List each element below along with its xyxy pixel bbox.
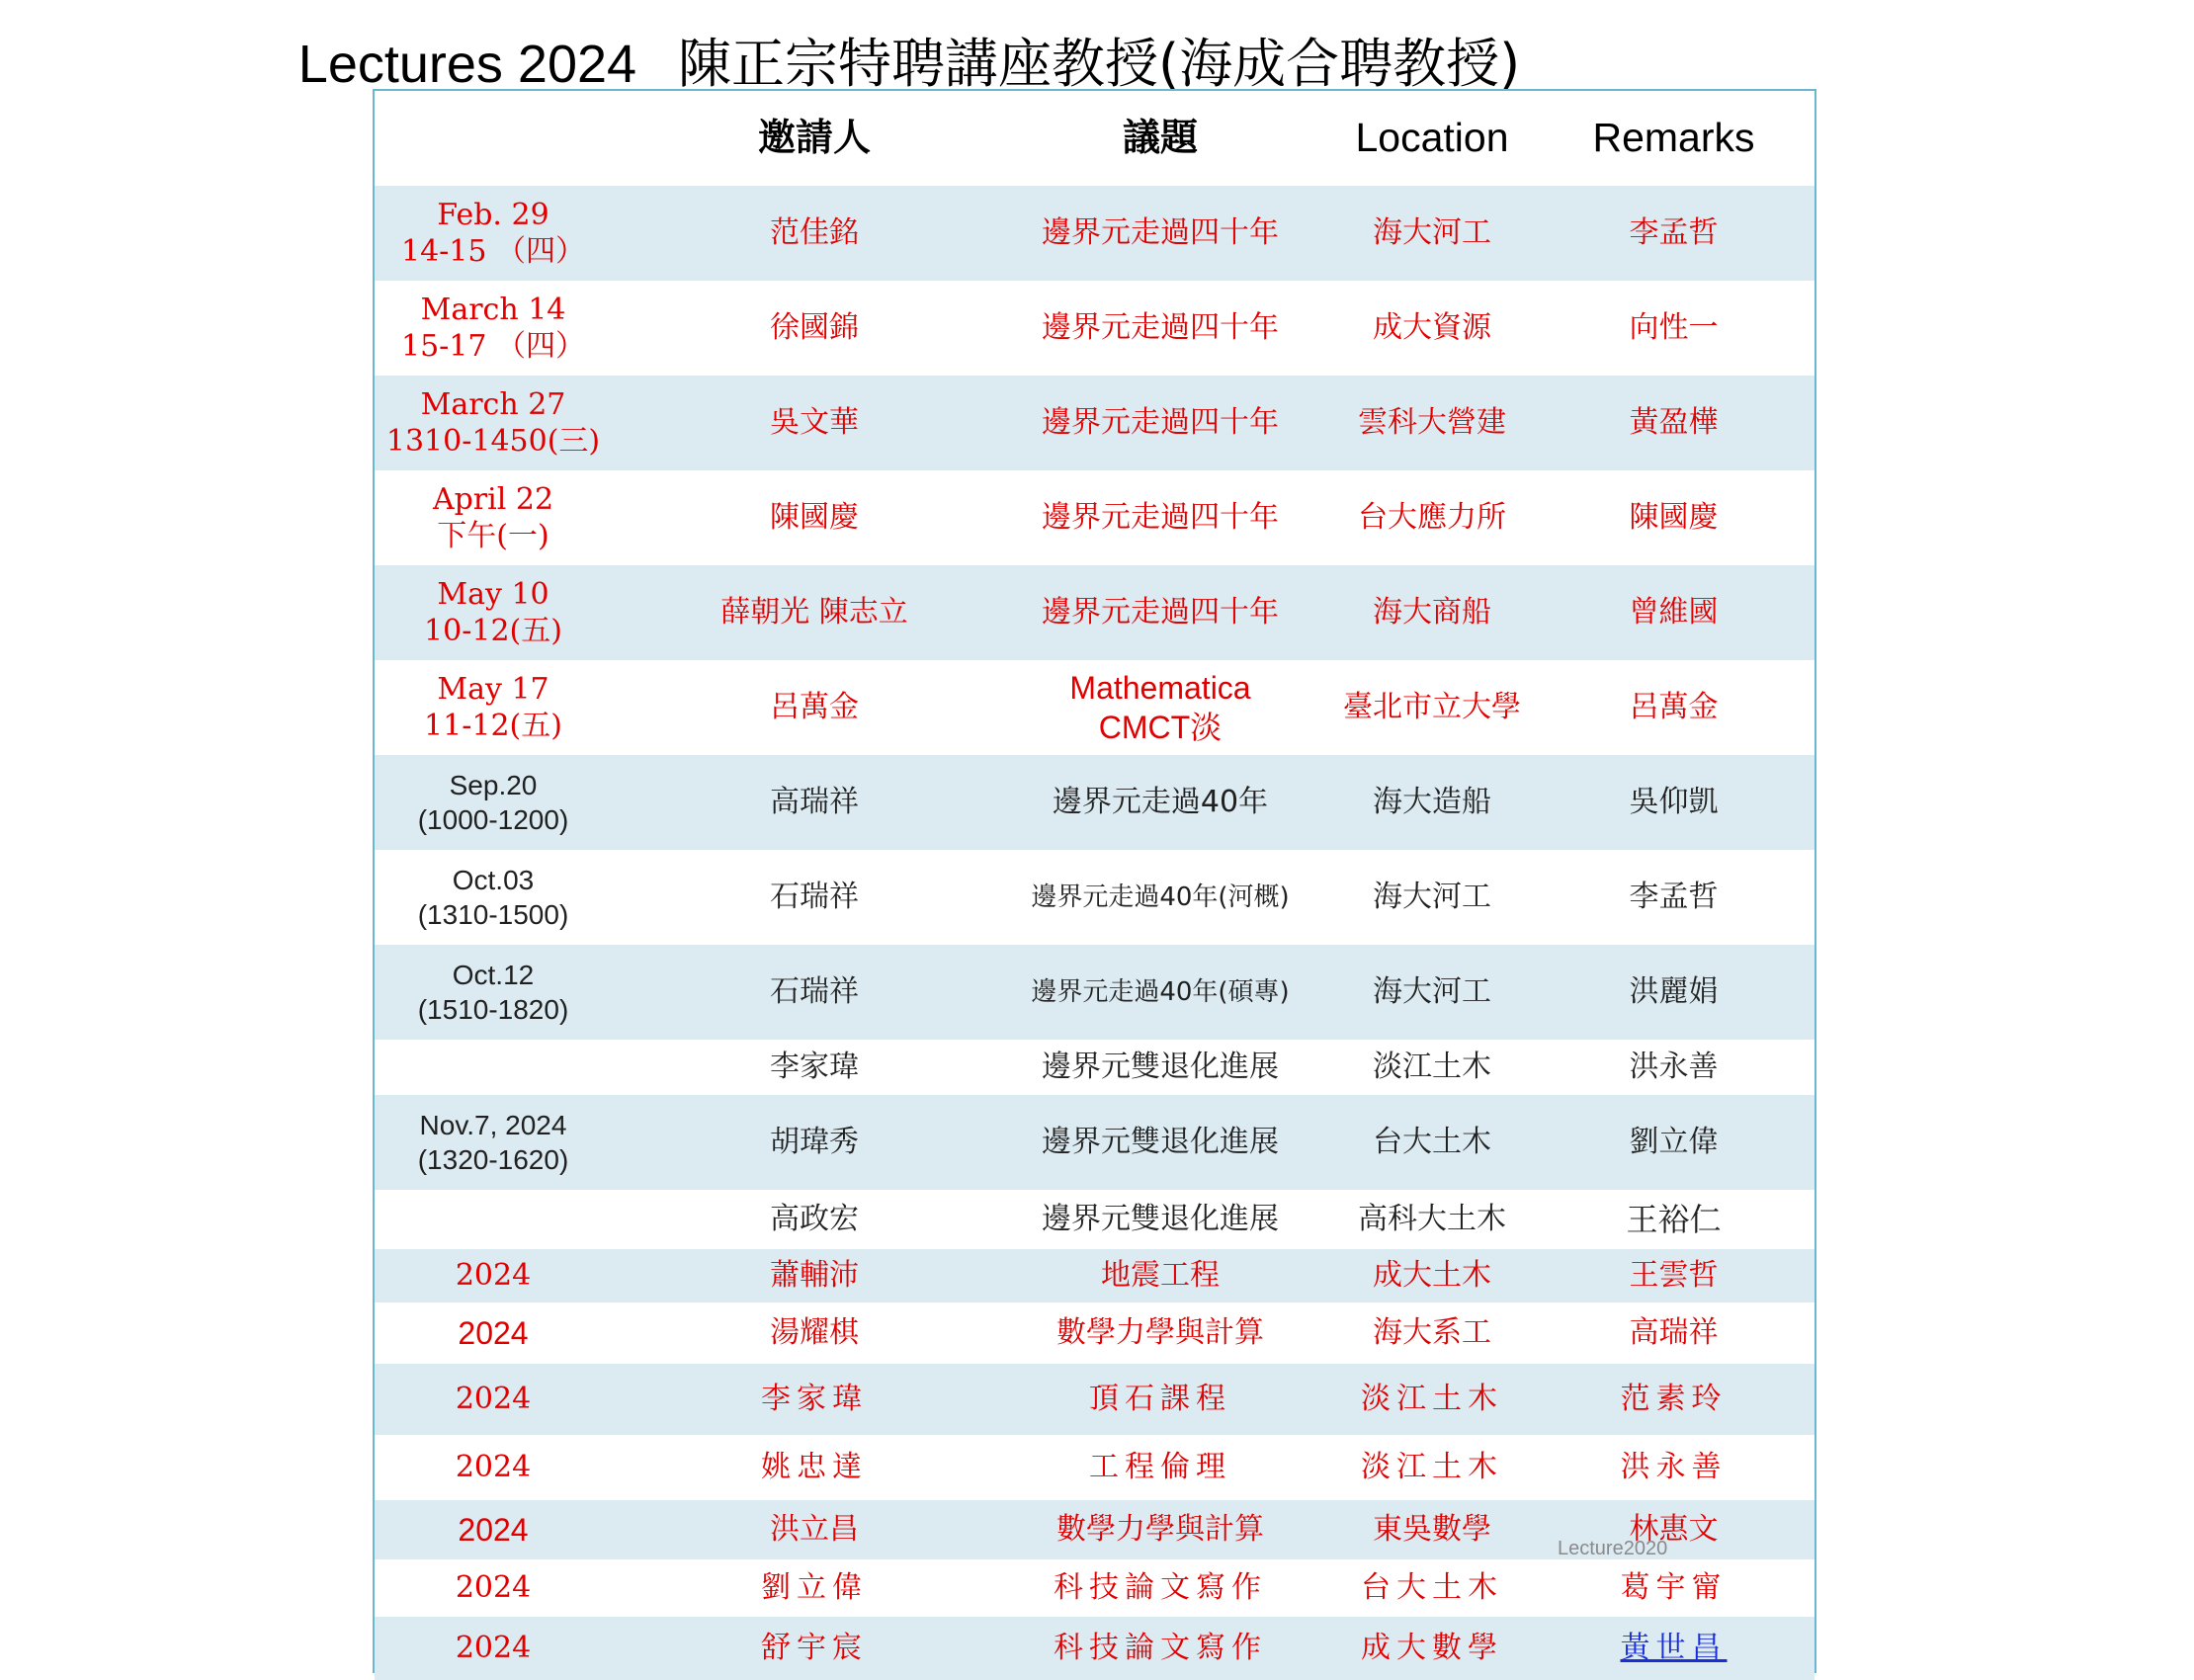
row-inviter: 洪立昌 <box>770 1512 859 1548</box>
row-topic: 邊界元走過四十年 <box>1042 405 1279 441</box>
lectures-table <box>373 89 1816 1673</box>
row-topic: 科技論文寫作 <box>1054 1631 1267 1666</box>
row-date-line1: May 17 <box>437 671 549 707</box>
row-date-line1: Sep.20 <box>449 770 538 800</box>
row-inviter: 李家瑋 <box>770 1050 859 1085</box>
row-date-line2: (1320-1620) <box>417 1144 569 1175</box>
row-remarks: 王裕仁 <box>1626 1201 1722 1238</box>
row-date: 2024 <box>455 1258 532 1294</box>
row-inviter: 呂萬金 <box>770 690 859 725</box>
row-remarks: 劉立偉 <box>1629 1125 1719 1160</box>
table-row <box>375 1364 1814 1435</box>
page-title <box>0 22 1818 98</box>
row-date <box>375 768 612 837</box>
header-inviter: 邀請人 <box>757 116 871 160</box>
row-date-line1: March 27 <box>420 386 566 422</box>
table-row <box>375 376 1814 470</box>
table-row <box>375 1249 1814 1302</box>
row-date: 2024 <box>455 1450 532 1485</box>
row-date: 2024 <box>455 1570 532 1606</box>
table-row <box>375 660 1814 755</box>
row-date-line1: Feb. 29 <box>437 197 549 232</box>
row-inviter: 范佳銘 <box>770 215 859 251</box>
row-date-line2: (1310-1500) <box>417 899 569 930</box>
row-location: 淡江土木 <box>1361 1450 1503 1485</box>
table-row <box>375 1435 1814 1500</box>
row-date-line1: Oct.03 <box>452 865 535 895</box>
row-topic: 邊界元走過四十年 <box>1042 310 1279 346</box>
row-location: 成大土木 <box>1373 1258 1491 1294</box>
row-topic: 邊界元走過40年 <box>1052 785 1269 820</box>
row-location: 海大河工 <box>1373 974 1491 1010</box>
row-date-line2: 14-15 （四） <box>400 234 586 269</box>
row-topic <box>1017 668 1304 747</box>
row-date <box>375 958 612 1027</box>
row-inviter: 劉立偉 <box>761 1570 868 1606</box>
row-remarks: 林惠文 <box>1629 1512 1719 1548</box>
row-remarks: 洪永善 <box>1629 1050 1719 1085</box>
row-location: 海大河工 <box>1373 215 1491 251</box>
row-date <box>375 386 612 461</box>
row-remarks: 王雲哲 <box>1629 1258 1719 1294</box>
row-date <box>375 576 612 650</box>
row-date-line2: 1310-1450(三) <box>385 424 601 459</box>
row-inviter: 湯耀棋 <box>770 1315 859 1351</box>
row-topic: 邊界元雙退化進展 <box>1042 1202 1279 1237</box>
row-remarks: 洪永善 <box>1620 1450 1728 1485</box>
row-location: 臺北市立大學 <box>1343 690 1521 725</box>
row-remarks: 洪麗娟 <box>1629 974 1719 1010</box>
row-date-line2: 11-12(五) <box>424 709 562 743</box>
title-english: Lectures 2024 <box>297 35 637 94</box>
row-date-line2: 下午(一) <box>437 519 549 553</box>
row-date: 2024 <box>455 1631 532 1666</box>
row-date-line2: 10-12(五) <box>424 614 562 648</box>
row-topic: 工程倫理 <box>1089 1450 1231 1485</box>
row-location: 高科大土木 <box>1358 1202 1506 1237</box>
watermark-text: Lecture2020 <box>1558 1538 1668 1559</box>
row-topic: 邊界元雙退化進展 <box>1042 1050 1279 1085</box>
row-date-line1: April 22 <box>432 481 554 517</box>
row-date: 2024 <box>458 1512 529 1548</box>
table-row <box>375 281 1814 376</box>
row-remarks: 葛宇甯 <box>1620 1570 1728 1606</box>
row-location: 淡江土木 <box>1361 1382 1503 1417</box>
row-remarks: 范素玲 <box>1620 1382 1728 1417</box>
row-inviter: 陳國慶 <box>770 500 859 536</box>
row-remarks: 黃盈樺 <box>1629 405 1719 441</box>
row-topic: 邊界元雙退化進展 <box>1042 1125 1279 1160</box>
row-location: 海大商船 <box>1373 595 1491 630</box>
row-remarks: 曾維國 <box>1629 595 1719 630</box>
row-remarks: 吳仰凱 <box>1629 785 1719 820</box>
row-topic: 數學力學與計算 <box>1056 1512 1264 1548</box>
row-topic-line1: Mathematica <box>1069 670 1251 706</box>
row-topic: 邊界元走過40年(河概) <box>1031 882 1290 912</box>
row-topic: 地震工程 <box>1101 1258 1220 1294</box>
row-location: 雲科大營建 <box>1358 405 1506 441</box>
row-remarks: 呂萬金 <box>1629 690 1719 725</box>
table-row <box>375 1095 1814 1190</box>
row-date <box>375 197 612 271</box>
table-row <box>375 1617 1814 1680</box>
table-row <box>375 755 1814 850</box>
row-date-line1: Nov.7, 2024 <box>419 1110 567 1140</box>
row-topic-line2: CMCT淡 <box>1098 710 1223 745</box>
row-date <box>375 292 612 366</box>
row-date-line2: 15-17 （四） <box>400 329 586 364</box>
row-location: 成大資源 <box>1373 310 1491 346</box>
table-row <box>375 565 1814 660</box>
table-row <box>375 1040 1814 1095</box>
row-inviter: 姚忠達 <box>761 1450 868 1485</box>
row-inviter: 薛朝光 陳志立 <box>720 595 908 630</box>
row-date <box>375 481 612 555</box>
row-topic: 邊界元走過40年(碩專) <box>1031 976 1290 1007</box>
row-inviter: 舒宇宸 <box>761 1631 868 1666</box>
remarks-link[interactable]: 黃世昌 <box>1620 1631 1728 1666</box>
row-remarks <box>1561 1630 1787 1667</box>
header-topic: 議題 <box>1122 116 1198 160</box>
row-date <box>375 863 612 932</box>
row-inviter: 石瑞祥 <box>770 974 859 1010</box>
row-inviter: 徐國錦 <box>770 310 859 346</box>
row-location: 台大應力所 <box>1358 500 1506 536</box>
row-location: 海大系工 <box>1373 1315 1491 1351</box>
table-header-row <box>375 91 1814 186</box>
row-inviter: 胡瑋秀 <box>770 1125 859 1160</box>
row-date <box>375 671 612 745</box>
row-location: 台大土木 <box>1373 1125 1491 1160</box>
row-location: 東吳數學 <box>1373 1512 1491 1548</box>
row-date-line2: (1510-1820) <box>417 994 569 1025</box>
row-remarks: 李孟哲 <box>1629 215 1719 251</box>
row-location: 淡江土木 <box>1373 1050 1491 1085</box>
row-topic: 邊界元走過四十年 <box>1042 500 1279 536</box>
header-location: Location <box>1355 115 1509 161</box>
table-row <box>375 1559 1814 1617</box>
table-row <box>375 850 1814 945</box>
row-date-line1: Oct.12 <box>452 960 535 990</box>
row-location: 海大造船 <box>1373 785 1491 820</box>
table-row <box>375 470 1814 565</box>
table-row <box>375 186 1814 281</box>
table-row <box>375 1302 1814 1364</box>
title-chinese: 陳正宗特聘講座教授(海成合聘教授) <box>678 33 1521 95</box>
row-inviter: 高政宏 <box>770 1202 859 1237</box>
row-inviter: 高瑞祥 <box>770 785 859 820</box>
row-date: 2024 <box>458 1315 529 1351</box>
row-topic: 科技論文寫作 <box>1054 1570 1267 1606</box>
row-remarks: 李孟哲 <box>1629 880 1719 915</box>
row-topic: 數學力學與計算 <box>1056 1315 1264 1351</box>
row-topic: 邊界元走過四十年 <box>1042 215 1279 251</box>
row-remarks: 高瑞祥 <box>1629 1315 1719 1351</box>
row-topic: 頂石課程 <box>1089 1382 1231 1417</box>
table-row <box>375 945 1814 1040</box>
row-date-line1: May 10 <box>437 576 549 612</box>
row-inviter: 李家瑋 <box>761 1382 868 1417</box>
table-row <box>375 1190 1814 1249</box>
row-inviter: 吳文華 <box>770 405 859 441</box>
row-inviter: 石瑞祥 <box>770 880 859 915</box>
row-topic: 邊界元走過四十年 <box>1042 595 1279 630</box>
row-date <box>375 1108 612 1177</box>
row-remarks: 向性一 <box>1629 310 1719 346</box>
row-location: 台大土木 <box>1361 1570 1503 1606</box>
row-date: 2024 <box>455 1382 532 1417</box>
row-inviter: 蕭輔沛 <box>770 1258 859 1294</box>
row-date-line1: March 14 <box>420 292 566 327</box>
header-remarks: Remarks <box>1592 115 1755 161</box>
row-location: 成大數學 <box>1361 1631 1503 1666</box>
row-date-line2: (1000-1200) <box>417 804 569 835</box>
row-remarks: 陳國慶 <box>1629 500 1719 536</box>
row-location: 海大河工 <box>1373 880 1491 915</box>
